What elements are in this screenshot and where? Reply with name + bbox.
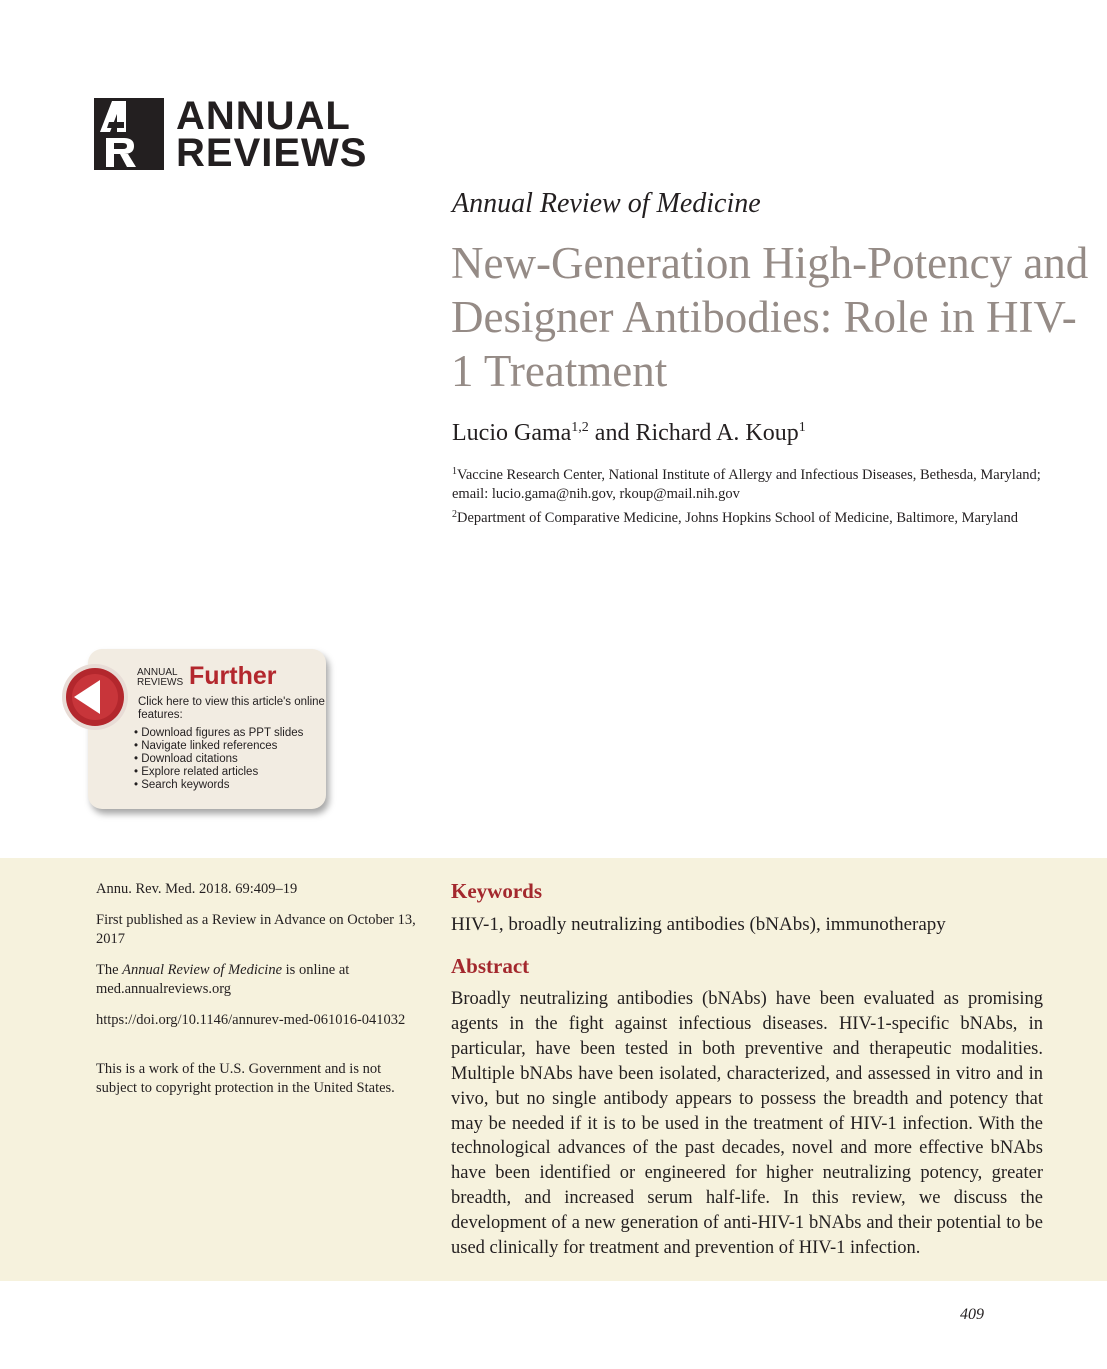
journal-name: Annual Review of Medicine	[452, 188, 761, 219]
abstract-heading: Abstract	[451, 954, 530, 978]
further-play-icon[interactable]	[60, 662, 130, 732]
further-item-related[interactable]: • Explore related articles	[134, 766, 303, 779]
online-note	[96, 961, 416, 999]
author-and: and	[594, 420, 630, 446]
author-gama[interactable]: Lucio Gama	[452, 420, 572, 446]
page-number: 409	[960, 1306, 984, 1323]
affiliation-1-text: Vaccine Research Center, National Institute of Allergy and Infectious Diseases, Bethesda, Maryland; email: lucio.gama@nih.gov, rkoup@mail.nih.gov	[452, 467, 1041, 502]
doi-link[interactable]: https://doi.org/10.1146/annurev-med-061016-041032	[96, 1012, 406, 1028]
citation: Annu. Rev. Med. 2018. 69:409–19	[96, 881, 298, 897]
ar-logo-icon	[94, 98, 164, 170]
further-small-annual: ANNUAL	[137, 667, 178, 678]
further-title: Further	[189, 662, 277, 690]
logo-word-annual: ANNUAL	[176, 94, 351, 138]
article-title: New-Generation High-Potency and Designer Antibodies: Role in HIV-1 Treatment	[451, 238, 1089, 396]
author-koup-affil: 1	[798, 420, 806, 435]
further-item-keywords[interactable]: • Search keywords	[134, 779, 303, 792]
further-small-reviews: REVIEWS	[137, 677, 184, 688]
copyright-note: This is a work of the U.S. Government and is not subject to copyright protection in the United States.	[96, 1061, 395, 1096]
further-item-references[interactable]: • Navigate linked references	[134, 740, 303, 753]
affiliation-1	[452, 466, 1052, 504]
author-koup[interactable]: Richard A. Koup	[635, 420, 799, 446]
further-click-here-link[interactable]: Click here	[138, 696, 190, 708]
further-item-ppt[interactable]: • Download figures as PPT slides	[134, 727, 303, 740]
online-suffix: is online at med.annualreviews.org	[96, 962, 350, 997]
further-feature-list	[134, 727, 303, 792]
author-gama-affil: 1,2	[571, 420, 589, 435]
further-small-label	[137, 668, 197, 688]
further-intro	[138, 696, 328, 722]
affiliation-2-sup: 2	[452, 509, 457, 520]
author-line	[452, 420, 806, 447]
affiliation-1-sup: 1	[452, 466, 457, 477]
affiliation-2-text: Department of Comparative Medicine, Johns Hopkins School of Medicine, Baltimore, Maryland	[457, 510, 1018, 526]
online-journal: Annual Review of Medicine	[122, 962, 283, 978]
abstract-text: Broadly neutralizing antibodies (bNAbs) have been evaluated as promising agents in the fight against infectious diseases. HIV-1-specific bNAbs, in particular, have been tested in both preventive and therapeutic modalities. Multiple bNAbs have been isolated, characterized, and assessed in vitro and in vivo, but no single antibody appears to possess the breadth and potency that may be needed if it is to be used in the treatment of HIV-1 infection. With the technological advances of the past decades, novel and more effective bNAbs have been identified or engineered for higher neutralizing potency, greater breadth, and increased serum half-life. In this review, we discuss the development of a new generation of anti-HIV-1 bNAbs and their potential to be used clinically for treatment and prevention of HIV-1 infection.	[451, 989, 1043, 1259]
affiliation-2	[452, 509, 1052, 528]
keywords-text: HIV-1, broadly neutralizing antibodies (bNAbs), immunotherapy	[451, 914, 946, 935]
online-prefix: The	[96, 962, 119, 978]
keywords-heading: Keywords	[451, 879, 542, 903]
annual-reviews-logo[interactable]	[94, 94, 369, 175]
further-intro-rest: to view this article's online features:	[138, 696, 325, 721]
first-published: First published as a Review in Advance on October 13, 2017	[96, 912, 416, 947]
further-item-citations[interactable]: • Download citations	[134, 753, 303, 766]
logo-word-reviews: REVIEWS	[176, 131, 368, 175]
